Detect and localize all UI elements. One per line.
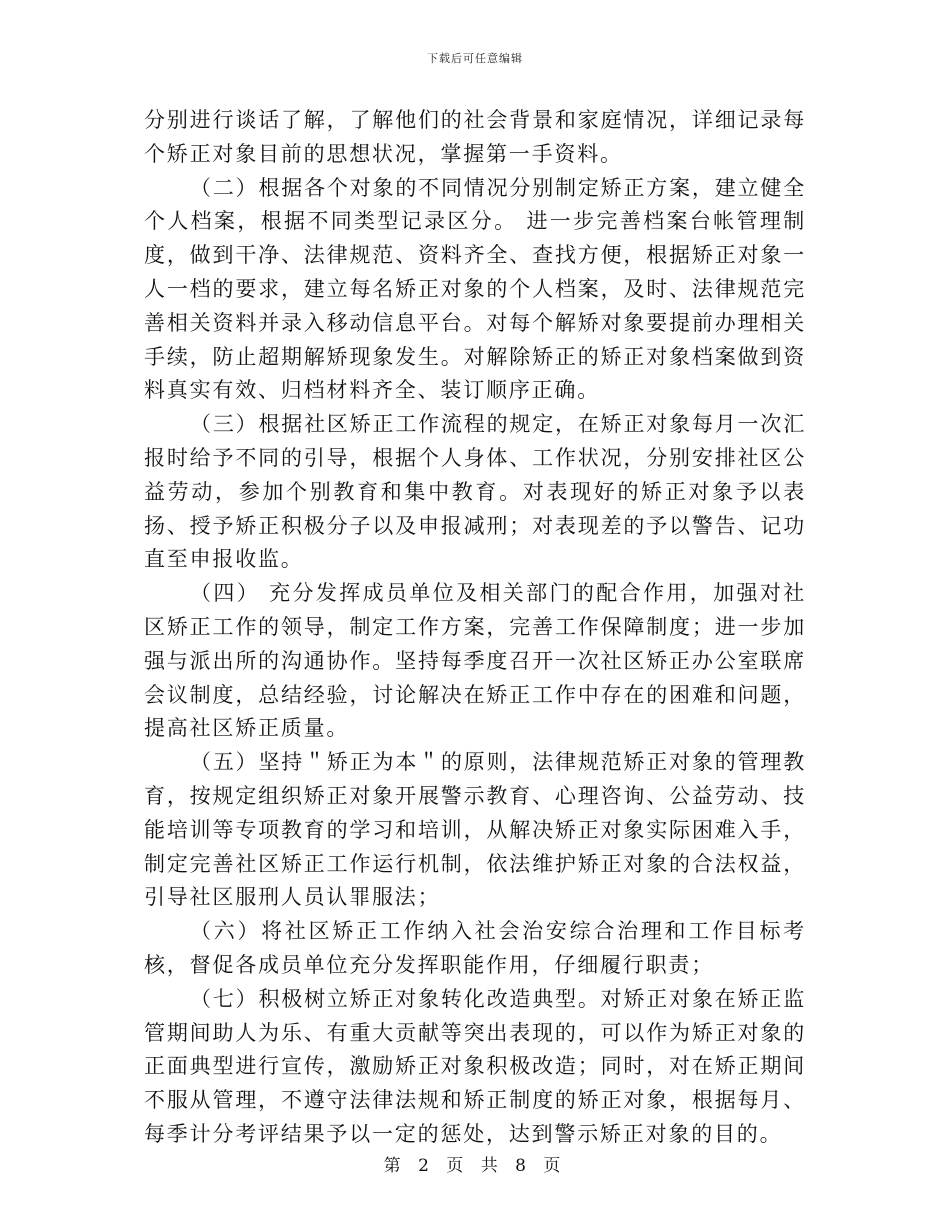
paragraph-item-2: （二）根据各个对象的不同情况分别制定矫正方案，建立健全个人档案，根据不同类型记录区分。 进一步完善档案台帐管理制度，做到干净、法律规范、资料齐全、查找方便，根据矫正对象一人一档的要求，建立每名矫正对象的个人档案，及时、法律规范完善相关资料并录入移动信息平台。对每个解矫对象要提前办理相关手续，防止超期解矫现象发生。对解除矫正的矫正对象档案做到资料真实有效、归档材料齐全、装订顺序正确。 bbox=[144, 175, 806, 403]
page-number: 第 2 页 共 8 页 bbox=[383, 1156, 567, 1176]
document-body bbox=[144, 104, 806, 1152]
paragraph-continuation: 分别进行谈话了解，了解他们的社会背景和家庭情况，详细记录每个矫正对象目前的思想状况，掌握第一手资料。 bbox=[144, 108, 806, 166]
paragraph-item-7: （七）积极树立矫正对象转化改造典型。对矫正对象在矫正监管期间助人为乐、有重大贡献等突出表现的，可以作为矫正对象的正面典型进行宣传，激励矫正对象积极改造；同时，对在矫正期间不服从管理，不遵守法律法规和矫正制度的矫正对象，根据每月、每季计分考评结果予以一定的惩处，达到警示矫正对象的目的。 bbox=[144, 986, 806, 1146]
paragraph-item-6: （六）将社区矫正工作纳入社会治安综合治理和工作目标考核，督促各成员单位充分发挥职能作用，仔细履行职责； bbox=[144, 919, 806, 977]
paragraph-item-4: （四） 充分发挥成员单位及相关部门的配合作用，加强对社区矫正工作的领导，制定工作方案，完善工作保障制度；进一步加强与派出所的沟通协作。坚持每季度召开一次社区矫正办公室联席会议制度，总结经验，讨论解决在矫正工作中存在的困难和问题，提高社区矫正质量。 bbox=[144, 581, 806, 741]
page-header: 下载后可任意编辑 bbox=[427, 52, 523, 65]
paragraph-item-5: （五）坚持＂矫正为本＂的原则，法律规范矫正对象的管理教育，按规定组织矫正对象开展警示教育、心理咨询、公益劳动、技能培训等专项教育的学习和培训，从解决矫正对象实际困难入手，制定完善社区矫正工作运行机制，依法维护矫正对象的合法权益，引导社区服刑人员认罪服法； bbox=[144, 750, 806, 910]
paragraph-item-3: （三）根据社区矫正工作流程的规定，在矫正对象每月一次汇报时给予不同的引导，根据个人身体、工作状况，分别安排社区公益劳动，参加个别教育和集中教育。对表现好的矫正对象予以表扬、授予矫正积极分子以及申报减刑；对表现差的予以警告、记功直至申报收监。 bbox=[144, 412, 806, 572]
